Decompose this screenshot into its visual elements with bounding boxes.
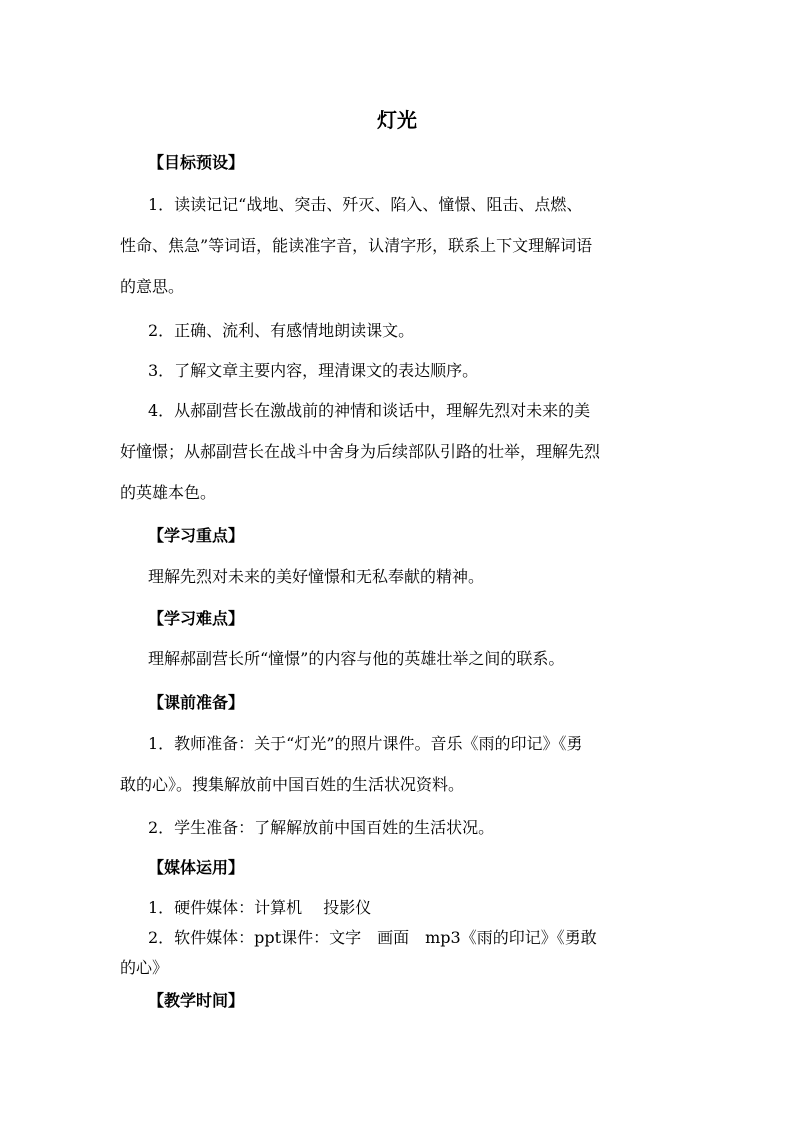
media2-line2: 的心》 (120, 958, 169, 977)
section-heading-difficulty: 【学习难点】 (148, 609, 245, 628)
goal2-text: 2．正确、流利、有感情地朗读课文。 (148, 321, 415, 340)
goal1-line3: 的意思。 (120, 277, 185, 296)
goal4-line2: 好憧憬；从郝副营长在战斗中舍身为后续部队引路的壮举，理解先烈 (120, 442, 601, 461)
section-heading-media: 【媒体运用】 (148, 858, 245, 877)
goal4-line3: 的英雄本色。 (120, 483, 217, 502)
section-heading-time: 【教学时间】 (148, 991, 245, 1010)
document-title: 灯光 (377, 108, 417, 132)
focus-text: 理解先烈对未来的美好憧憬和无私奉献的精神。 (148, 567, 485, 586)
prep1-line1: 1．教师准备：关于“灯光”的照片课件。音乐《雨的印记》《勇 (148, 734, 583, 753)
section-heading-prep: 【课前准备】 (148, 693, 245, 712)
prep2-text: 2．学生准备：了解解放前中国百姓的生活状况。 (148, 818, 495, 837)
section-heading-focus: 【学习重点】 (148, 526, 245, 545)
prep1-line2: 敢的心》。搜集解放前中国百姓的生活状况资料。 (120, 775, 465, 794)
media1-text: 1．硬件媒体：计算机 投影仪 (148, 898, 372, 917)
goal1-line2: 性命、焦急”等词语，能读准字音，认清字形，联系上下文理解词语 (120, 236, 593, 255)
goal4-line1: 4．从郝副营长在激战前的神情和谈话中，理解先烈对未来的美 (148, 401, 591, 420)
goal3-text: 3．了解文章主要内容，理清课文的表达顺序。 (148, 361, 479, 380)
goal1-line1: 1．读读记记“战地、突击、歼灭、陷入、憧憬、阻击、点燃、 (148, 195, 583, 214)
section-heading-goals: 【目标预设】 (148, 153, 245, 172)
difficulty-text: 理解郝副营长所“憧憬”的内容与他的英雄壮举之间的联系。 (148, 649, 565, 668)
media2-line1: 2．软件媒体：ppt课件：文字 画面 mp3《雨的印记》《勇敢 (148, 928, 597, 947)
